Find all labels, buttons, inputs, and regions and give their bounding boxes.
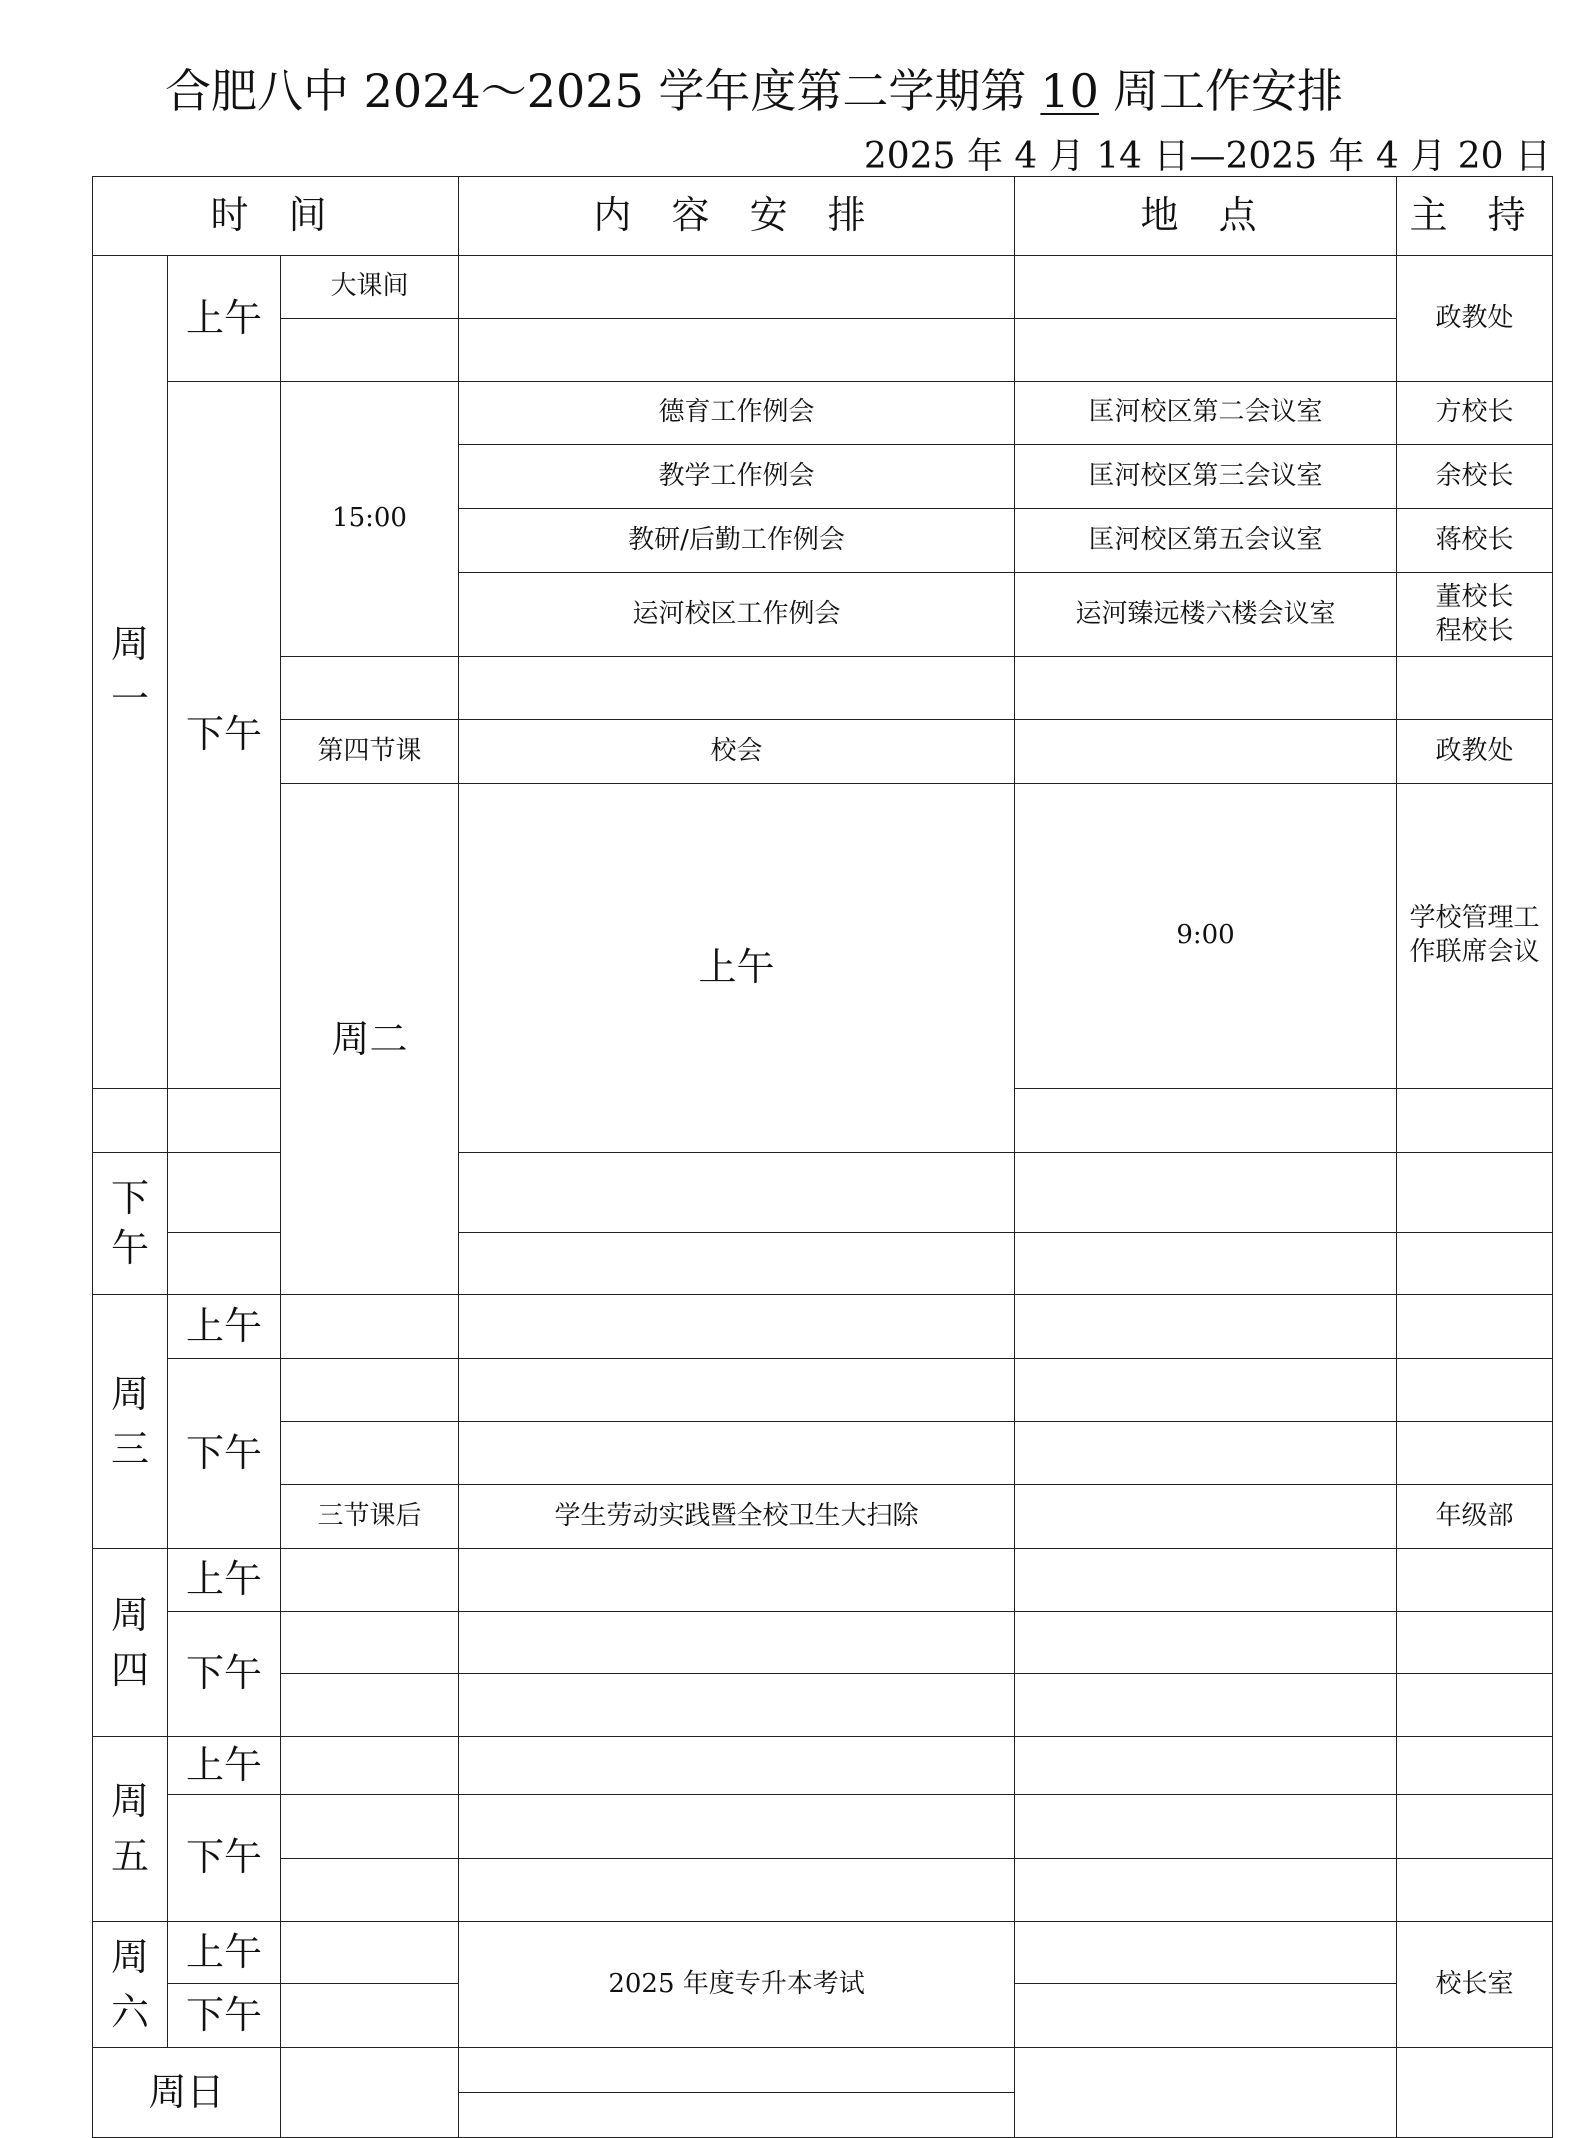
empty-cell <box>281 1612 459 1674</box>
empty-cell <box>1015 1674 1397 1737</box>
saturday-pm-label: 下午 <box>168 1984 281 2048</box>
empty-cell <box>1397 1233 1553 1295</box>
empty-cell <box>1397 1674 1553 1737</box>
empty-cell <box>1015 657 1397 720</box>
monday-last-time: 第四节课 <box>281 720 459 784</box>
friday-am-label: 上午 <box>168 1737 281 1795</box>
monday-pm-location: 匡河校区第三会议室 <box>1015 445 1397 509</box>
wednesday-pm-host: 年级部 <box>1397 1485 1553 1549</box>
monday-pm-location: 匡河校区第二会议室 <box>1015 382 1397 445</box>
header-time: 时 间 <box>93 177 459 256</box>
empty-cell <box>459 1612 1015 1674</box>
header-host: 主 持 <box>1397 177 1553 256</box>
empty-cell <box>1015 720 1397 784</box>
empty-cell <box>459 2093 1015 2138</box>
empty-cell <box>281 1359 459 1422</box>
monday-pm-content: 德育工作例会 <box>459 382 1015 445</box>
monday-pm-host: 方校长 <box>1397 382 1553 445</box>
empty-cell <box>281 1737 459 1795</box>
week-number: 10 <box>1040 64 1099 118</box>
empty-cell <box>93 1089 168 1153</box>
tuesday-am-content: 学校管理工作联席会议 <box>1397 784 1553 1089</box>
empty-cell <box>1015 1612 1397 1674</box>
empty-cell <box>168 1153 281 1233</box>
day-sunday: 周日 <box>93 2048 281 2138</box>
empty-cell <box>281 1549 459 1612</box>
empty-cell <box>459 1859 1015 1922</box>
empty-cell <box>1015 1153 1397 1233</box>
empty-cell <box>1015 1737 1397 1795</box>
empty-cell <box>459 657 1015 720</box>
saturday-content: 2025 年度专升本考试 <box>459 1922 1015 2048</box>
header-content: 内 容 安 排 <box>459 177 1015 256</box>
monday-am-host: 政教处 <box>1397 256 1553 382</box>
thursday-pm-label: 下午 <box>168 1612 281 1737</box>
empty-cell <box>459 2048 1015 2093</box>
empty-cell <box>1397 1422 1553 1485</box>
monday-pm-time: 15:00 <box>281 382 459 657</box>
empty-cell <box>1397 1549 1553 1612</box>
empty-cell <box>1397 1795 1553 1859</box>
empty-cell <box>1397 1153 1553 1233</box>
empty-cell <box>1015 1295 1397 1359</box>
date-range: 2025 年 4 月 14 日—2025 年 4 月 20 日 <box>863 136 1551 177</box>
empty-cell <box>1015 1422 1397 1485</box>
monday-am-time: 大课间 <box>281 256 459 319</box>
empty-cell <box>1397 1737 1553 1795</box>
monday-am-location <box>1015 256 1397 319</box>
header-location: 地 点 <box>1015 177 1397 256</box>
empty-cell <box>459 1295 1015 1359</box>
empty-cell <box>1397 1859 1553 1922</box>
empty-cell <box>459 1737 1015 1795</box>
empty-cell <box>281 1922 459 1984</box>
friday-pm-label: 下午 <box>168 1795 281 1922</box>
empty-cell <box>459 1674 1015 1737</box>
host-name: 程校长 <box>1435 615 1514 646</box>
empty-cell <box>459 1153 1015 1233</box>
empty-cell <box>1015 1549 1397 1612</box>
empty-cell <box>459 1359 1015 1422</box>
empty-cell <box>281 319 459 382</box>
host-name: 董校长 <box>1435 581 1514 612</box>
empty-cell <box>1015 1795 1397 1859</box>
empty-cell <box>1397 657 1553 720</box>
empty-cell <box>1015 1922 1397 1984</box>
empty-cell <box>1015 2048 1397 2138</box>
monday-pm-content: 运河校区工作例会 <box>459 573 1015 657</box>
monday-last-content: 校会 <box>459 720 1015 784</box>
wednesday-pm-time: 三节课后 <box>281 1485 459 1549</box>
thursday-am-label: 上午 <box>168 1549 281 1612</box>
wednesday-pm-content: 学生劳动实践暨全校卫生大扫除 <box>459 1485 1015 1549</box>
day-saturday: 周六 <box>93 1922 168 2048</box>
empty-cell <box>459 1795 1015 1859</box>
empty-cell <box>459 319 1015 382</box>
day-thursday: 周四 <box>93 1549 168 1737</box>
day-wednesday: 周三 <box>93 1295 168 1549</box>
empty-cell <box>1397 2048 1553 2138</box>
schedule-table <box>92 176 1553 2138</box>
empty-cell <box>281 1859 459 1922</box>
saturday-am-label: 上午 <box>168 1922 281 1984</box>
monday-pm-label: 下午 <box>168 382 281 1089</box>
empty-cell <box>1397 1295 1553 1359</box>
day-monday: 周一 <box>93 256 168 1089</box>
monday-pm-content: 教研/后勤工作例会 <box>459 509 1015 573</box>
empty-cell <box>168 1233 281 1295</box>
monday-am-content <box>459 256 1015 319</box>
empty-cell <box>459 1422 1015 1485</box>
day-tuesday: 周二 <box>281 784 459 1295</box>
monday-pm-host: 余校长 <box>1397 445 1553 509</box>
monday-pm-host <box>1397 573 1553 657</box>
empty-cell <box>1015 319 1397 382</box>
saturday-host: 校长室 <box>1397 1922 1553 2048</box>
wednesday-pm-label: 下午 <box>168 1359 281 1549</box>
empty-cell <box>1015 1233 1397 1295</box>
monday-pm-host: 蒋校长 <box>1397 509 1553 573</box>
empty-cell <box>281 657 459 720</box>
empty-cell <box>459 1233 1015 1295</box>
empty-cell <box>1397 1612 1553 1674</box>
empty-cell <box>281 1422 459 1485</box>
empty-cell <box>1015 1359 1397 1422</box>
empty-cell <box>281 1674 459 1737</box>
empty-cell <box>281 1984 459 2048</box>
tuesday-am-time: 9:00 <box>1015 784 1397 1089</box>
monday-last-host: 政教处 <box>1397 720 1553 784</box>
monday-pm-location: 运河臻远楼六楼会议室 <box>1015 573 1397 657</box>
empty-cell <box>1015 1485 1397 1549</box>
empty-cell <box>1015 1859 1397 1922</box>
title-prefix: 合肥八中 2024～2025 学年度第二学期第 <box>165 64 1027 118</box>
wednesday-am-label: 上午 <box>168 1295 281 1359</box>
monday-pm-location: 匡河校区第五会议室 <box>1015 509 1397 573</box>
tuesday-am-label: 上午 <box>459 784 1015 1153</box>
title-suffix: 周工作安排 <box>1112 64 1343 118</box>
empty-cell <box>459 1549 1015 1612</box>
empty-cell <box>1015 1089 1397 1153</box>
empty-cell <box>168 1089 281 1153</box>
empty-cell <box>281 1795 459 1859</box>
empty-cell <box>1015 1984 1397 2048</box>
document-title <box>165 55 1343 121</box>
empty-cell <box>1397 1089 1553 1153</box>
empty-cell <box>281 1295 459 1359</box>
monday-am-label: 上午 <box>168 256 281 382</box>
monday-pm-content: 教学工作例会 <box>459 445 1015 509</box>
empty-cell <box>1397 1359 1553 1422</box>
tuesday-pm-label: 下午 <box>93 1153 168 1295</box>
empty-cell <box>281 2048 459 2138</box>
day-friday: 周五 <box>93 1737 168 1922</box>
